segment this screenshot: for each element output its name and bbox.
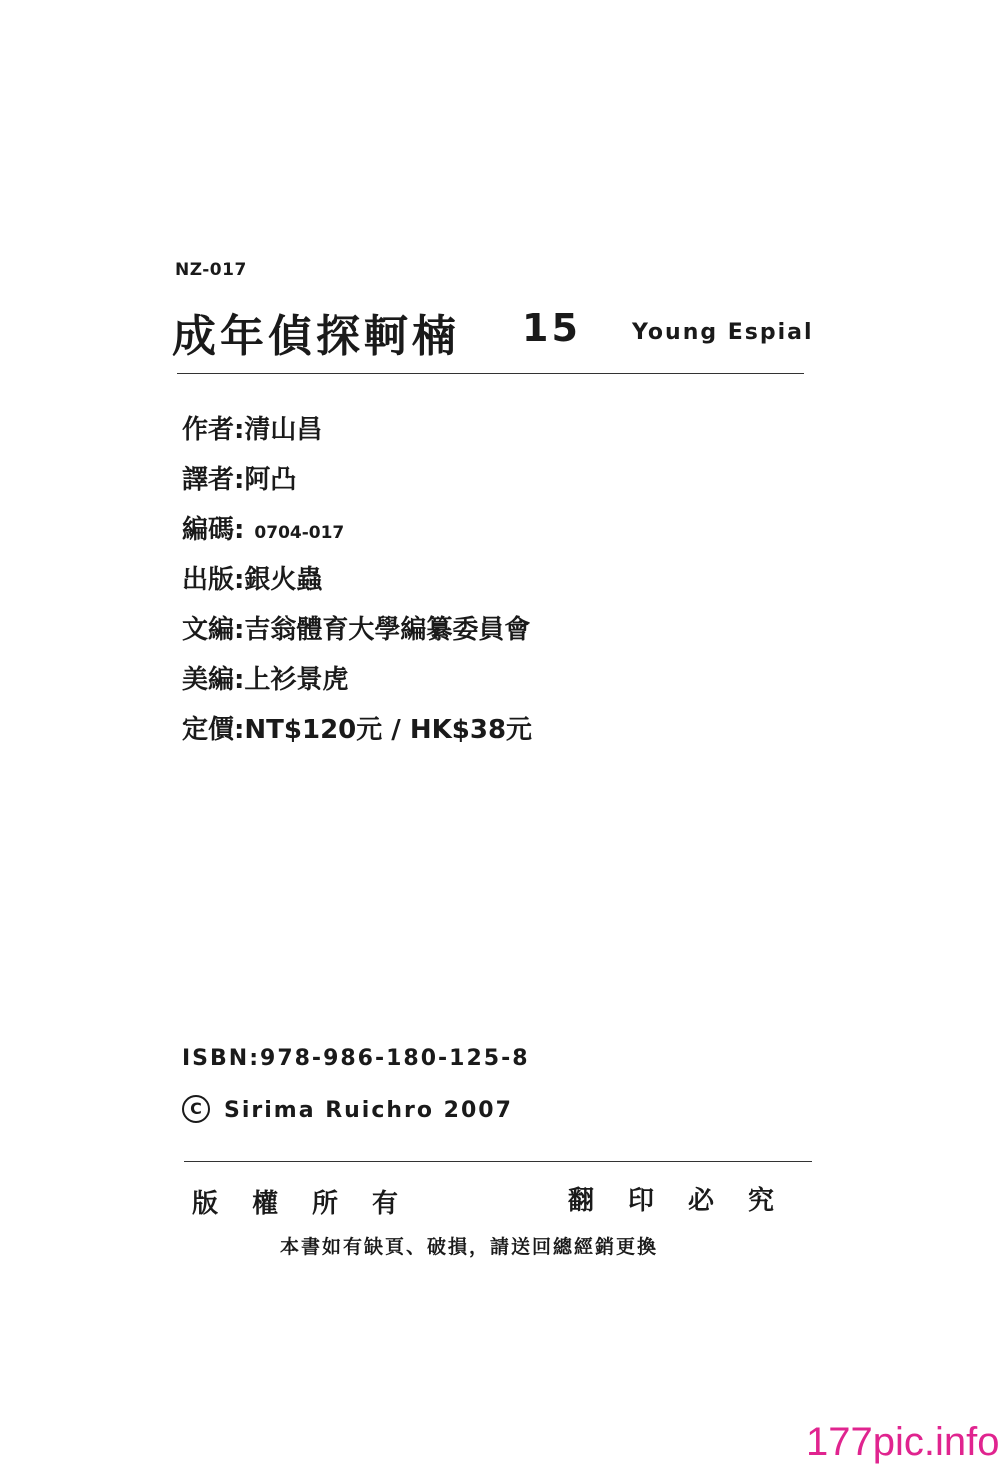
bottom-divider xyxy=(184,1161,812,1162)
rights-reserved: 版權所有 xyxy=(192,1189,433,1219)
isbn: ISBN:978-986-180-125-8 xyxy=(182,1046,530,1071)
credit-price: 定價:NT$120元 / HK$38元 xyxy=(182,715,533,745)
credit-author: 作者:清山昌 xyxy=(182,415,323,445)
top-divider xyxy=(177,373,804,374)
volume-number: 15 xyxy=(522,306,581,350)
credit-art-editor: 美編:上衫景虎 xyxy=(182,665,349,695)
piracy-warning: 翻印必究 xyxy=(568,1186,809,1216)
credit-catalog-label: 編碼: xyxy=(182,515,245,545)
book-code: NZ-017 xyxy=(175,260,247,280)
credit-text-editor: 文編:吉翁體育大學編纂委員會 xyxy=(182,615,531,645)
watermark: 177pic.info xyxy=(806,1420,1000,1464)
credits-list xyxy=(182,410,532,760)
book-subtitle: Young Espial xyxy=(632,320,814,345)
copyright-icon: C xyxy=(182,1095,210,1123)
copyright-text: Sirima Ruichro 2007 xyxy=(224,1098,513,1123)
copyright-line xyxy=(182,1097,513,1125)
credit-catalog-value: 0704-017 xyxy=(254,523,345,543)
credit-publisher: 出版:銀火蟲 xyxy=(182,565,323,595)
book-title: 成年偵探軻楠 xyxy=(172,311,460,362)
credit-translator: 譯者:阿凸 xyxy=(182,465,297,495)
defect-notice: 本書如有缺頁、破損，請送回總經銷更換 xyxy=(280,1236,659,1258)
credit-catalog-code xyxy=(182,510,532,560)
